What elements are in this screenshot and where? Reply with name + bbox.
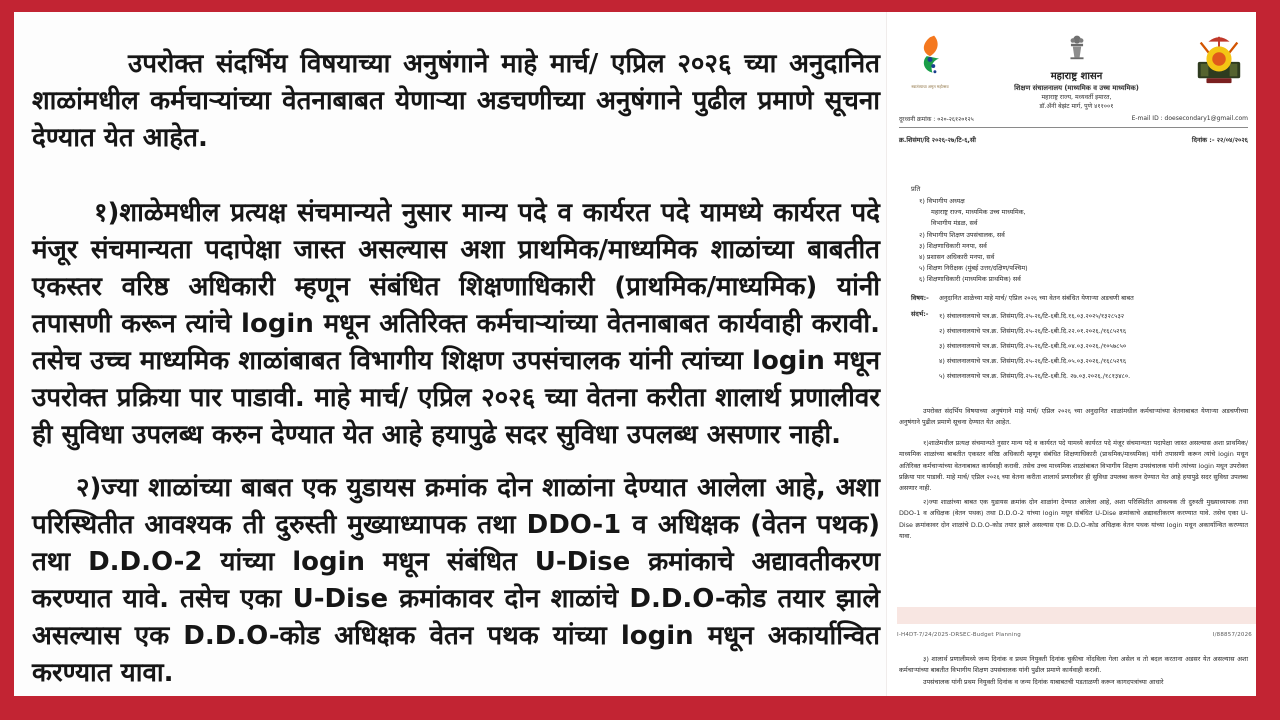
- body-paragraph-2: २)ज्या शाळांच्या बाबत एक युडायस क्रमांक दोन शाळांना देण्यात आलेला आहे, अशा परिस्थितीत आवश्यक ती दुरुस्ती मुख्याध्यापक तथा DDO-1 व अधिक्षक (वेतन पथक) तथा D.D.O-2 यांच्या login मधून संबंधित U-Dise क्रमांकाचे अद्यावतीकरण करण्यात यावे. तसेच एका U-Dise क्रमांकावर दोन शाळांचे D.D.O-कोड तयार झाले असल्यास एक D.D.O-कोड अधिक्षक वेतन पथक यांच्या login मधून अकार्यान्वित करण्यात यावा.: [899, 497, 1248, 541]
- reference-line: ४) संचालनालयाचे पत्र.क्र. शिसंमा/दि.२५-२६/टि-६बी.दि.०५.०३.२०२६./१६८५२९६: [939, 356, 1127, 365]
- letter-thumbnail: [886, 12, 1256, 696]
- enlarged-paragraph-1: १)शाळेमधील प्रत्यक्ष संचमान्यते नुसार मान्य पदे व कार्यरत पदे यामध्ये कार्यरत पदे मंजूर संचमान्यता पदापेक्षा जास्त असल्यास अशा प्राथमिक/माध्यमिक शाळांच्या बाबतीत एकस्तर वरिष्ठ अधिकारी म्हणून संबंधित शिक्षणाधिकारी (प्राथमिक/माध्यमिक) यांनी तपासणी करून त्यांचे login मधून अतिरिक्त कर्मचाऱ्यांच्या वेतनाबाबत कार्यवाही करावी. तसेच उच्च माध्यमिक शाळांबाबत विभागीय शिक्षण उपसंचालक यांनी त्यांच्या login मधून उपरोक्त प्रक्रिया पार पाडावी. माहे मार्च/ एप्रिल २०२६ च्या वेतना करीता शालार्थ प्रणालीवर ही सुविधा उपलब्ध करुन देण्यात येत आहे हयापुढे सदर सुविधा उपलब्ध असणार नाही.: [32, 198, 880, 450]
- government-title: महाराष्ट्र शासन: [1050, 71, 1103, 82]
- recipients-and-subject: [911, 184, 1248, 384]
- page2-paragraph-1: ३) शालार्थ प्रणालीमध्ये जन्म दिनांक व प्रथम नियुक्ती दिनांक चुकीचा नोंदविला गेला असेल व तो बदल करताना अडसर येत असल्यास अशा कर्मचाऱ्यांच्या बाबतीत विभागीय शिक्षण उपसंचालक यांनी पुढील प्रमाणे कार्यवाही करावी.: [899, 655, 1248, 675]
- subject-row: [911, 293, 1248, 302]
- recipient-line: २) विभागीय शिक्षण उपसंचालक, सर्व: [919, 230, 1005, 239]
- footer-file-reference: I-H4DT-7/24/2025-DRSEC-Budget Planning: [897, 632, 1021, 638]
- letterhead-center: [961, 26, 1192, 110]
- department-line: शिक्षण संचालनालय (माध्यमिक व उच्च माध्यमिक): [1014, 84, 1139, 92]
- phone-number: दूरध्वनी क्रमांक : ०२०-२६१२०१२५: [899, 116, 974, 123]
- recipient-line: महाराष्ट्र राज्य, माध्यमिक उच्च माध्यमिक,: [931, 208, 1026, 217]
- highlight-band: [897, 607, 1256, 624]
- amrit-mahotsav-caption: स्वातंत्र्याचा अमृत महोत्सव: [911, 84, 949, 89]
- reference-line: ३) संचालनालयाचे पत्र.क्र. शिसंमा/दि.२५-२६/टि-६बी.दि.०४.०३.२०२६./१०५७८५०: [939, 341, 1127, 350]
- subject-text: अनुदानित शाळेच्या माहे मार्च/ एप्रिल २०२६ च्या वेतन संबंधित येणाऱ्या अडचणी बाबत: [939, 293, 1134, 302]
- enlarged-body-text: [32, 46, 880, 692]
- amrit-mahotsav-logo-icon: [899, 26, 961, 89]
- footer-document-number: I/88857/2026: [1212, 632, 1252, 638]
- page-footer: [897, 632, 1252, 638]
- reference-line: २) संचालनालयाचे पत्र.क्र. शिसंमा/दि.२५-२६/टि-६बी.दि.२२.०१.२०२६./१६८५२९६: [939, 326, 1127, 335]
- amrit-mahotsav-icon: [904, 34, 956, 80]
- outward-number: क्र.शिसंमा/दि २०२६-२७/टि-६,सी: [899, 136, 976, 144]
- subject-label: विषय:-: [911, 293, 929, 302]
- email-id: E-mail ID : doesecondary1@gmail.com: [1131, 115, 1248, 122]
- letter-date: दिनांक :- २२/०४/२०२६: [1191, 136, 1248, 144]
- recipient-line: ६) शिक्षणाधिकारी (माध्यमिक प्राथमिक) सर्व: [919, 275, 1021, 284]
- reference-line: ५) संचालनालयाचे पत्र.क्र. शिसंमा/दि.२५-२६/टि-६बी.दि. २७.०३.२०२६./१८१३४८०.: [939, 371, 1131, 380]
- next-page-fragment: [899, 654, 1248, 688]
- reference-number-row: [899, 135, 1248, 144]
- reference-list: [939, 309, 1248, 384]
- address-line-1: महाराष्ट्र राज्य, मध्यवर्ती इमारत,: [1041, 94, 1112, 101]
- address-line-2: डॉ.ॲनी बेझंट मार्ग, पुणे ४११००१: [1039, 103, 1114, 110]
- directorate-crest-svg: [1192, 30, 1246, 86]
- recipient-list: [911, 196, 1248, 286]
- body-paragraph-intro: उपरोक्त संदर्भिय विषयाच्या अनुषंगाने माहे मार्च/ एप्रिल २०२६ च्या अनुदानित शाळांमधील कर्मचाऱ्यांच्या वेतनाबाबत येणाऱ्या अडचणीच्या अनुषंगाने पुढील प्रमाणे सूचना देण्यात येत आहेत.: [899, 407, 1248, 427]
- recipient-line: विभागीय मंडळ, सर्व: [931, 219, 978, 228]
- document-page: [14, 12, 1256, 696]
- recipient-line: ३) शिक्षणाधिकारी मनपा, सर्व: [919, 241, 987, 250]
- references-row: [911, 309, 1248, 384]
- recipient-line: १) विभागीय अध्यक्ष: [919, 197, 965, 205]
- directorate-crest-icon: [1192, 26, 1248, 90]
- page2-paragraph-2: उपसंचालक यांनी प्रथम नियुक्ती दिनांक व जन्म दिनांक याबाबतची पडताळणी करून कागदपत्रांच्या आधारे: [923, 677, 1164, 686]
- recipient-line: ५) शिक्षण निरीक्षक (मुंबई उत्तर/दक्षिण/पश्चिम): [919, 264, 1028, 273]
- letterhead-logo-row: [899, 26, 1248, 110]
- letterhead: [899, 26, 1248, 144]
- enlarged-paragraph-intro: उपरोक्त संदर्भिय विषयाच्या अनुषंगाने माहे मार्च/ एप्रिल २०२६ च्या अनुदानित शाळांमधील कर्मचाऱ्यांच्या वेतनाबाबत येणाऱ्या अडचणीच्या अनुषंगाने पुढील प्रमाणे सूचना देण्यात येत आहेत.: [32, 49, 880, 153]
- reference-line: १) संचालनालयाचे पत्र.क्र. शिसंमा/दि.२५-२६/टि-६बी.दि.१६.०३.२०२५/१३२८५३२: [939, 311, 1125, 320]
- india-national-emblem-icon: [1067, 34, 1087, 62]
- contact-row: [899, 115, 1248, 128]
- enlarged-paragraph-2: २)ज्या शाळांच्या बाबत एक युडायस क्रमांक दोन शाळांना देण्यात आलेला आहे, अशा परिस्थितीत आवश्यक ती दुरुस्ती मुख्याध्यापक तथा DDO-1 व अधिक्षक (वेतन पथक) तथा D.D.O-2 यांच्या login मधून संबंधित U-Dise क्रमांकाचे अद्यावतीकरण करण्यात यावे. तसेच एका U-Dise क्रमांकावर दोन शाळांचे D.D.O-कोड तयार झाले असल्यास एक D.D.O-कोड अधिक्षक वेतन पथक यांच्या login मधून अकार्यान्वित करण्यात यावा.: [32, 473, 880, 688]
- recipient-line: ४) प्रशासन अधिकारी मनपा, सर्व: [919, 253, 995, 262]
- body-paragraph-1: १)शाळेमधील प्रत्यक्ष संचमान्यते नुसार मान्य पदे व कार्यरत पदे यामध्ये कार्यरत पदे मंजूर संचमान्यता पदापेक्षा जास्त असल्यास अशा प्राथमिक/माध्यमिक शाळांच्या बाबतीत एकस्तर वरिष्ठ अधिकारी म्हणून संबंधित शिक्षणाधिकारी (प्राथमिक/माध्यमिक) यांनी तपासणी करून त्यांचे login मधून अतिरिक्त कर्मचाऱ्यांच्या वेतनाबाबत कार्यवाही करावी. तसेच उच्च माध्यमिक शाळांबाबत विभागीय शिक्षण उपसंचालक यांनी त्यांच्या login मधून उपरोक्त प्रक्रिया पार पाडावी. माहे मार्च/ एप्रिल २०२६ च्या वेतना करीता शालार्थ प्रणालीवर ही सुविधा उपलब्ध करुन देण्यात येत आहे हयापुढे सदर सुविधा उपलब्ध असणार नाही.: [899, 438, 1248, 493]
- letter-body: [899, 406, 1248, 542]
- to-label: प्रति: [911, 185, 921, 193]
- references-label: संदर्भ:-: [911, 309, 929, 318]
